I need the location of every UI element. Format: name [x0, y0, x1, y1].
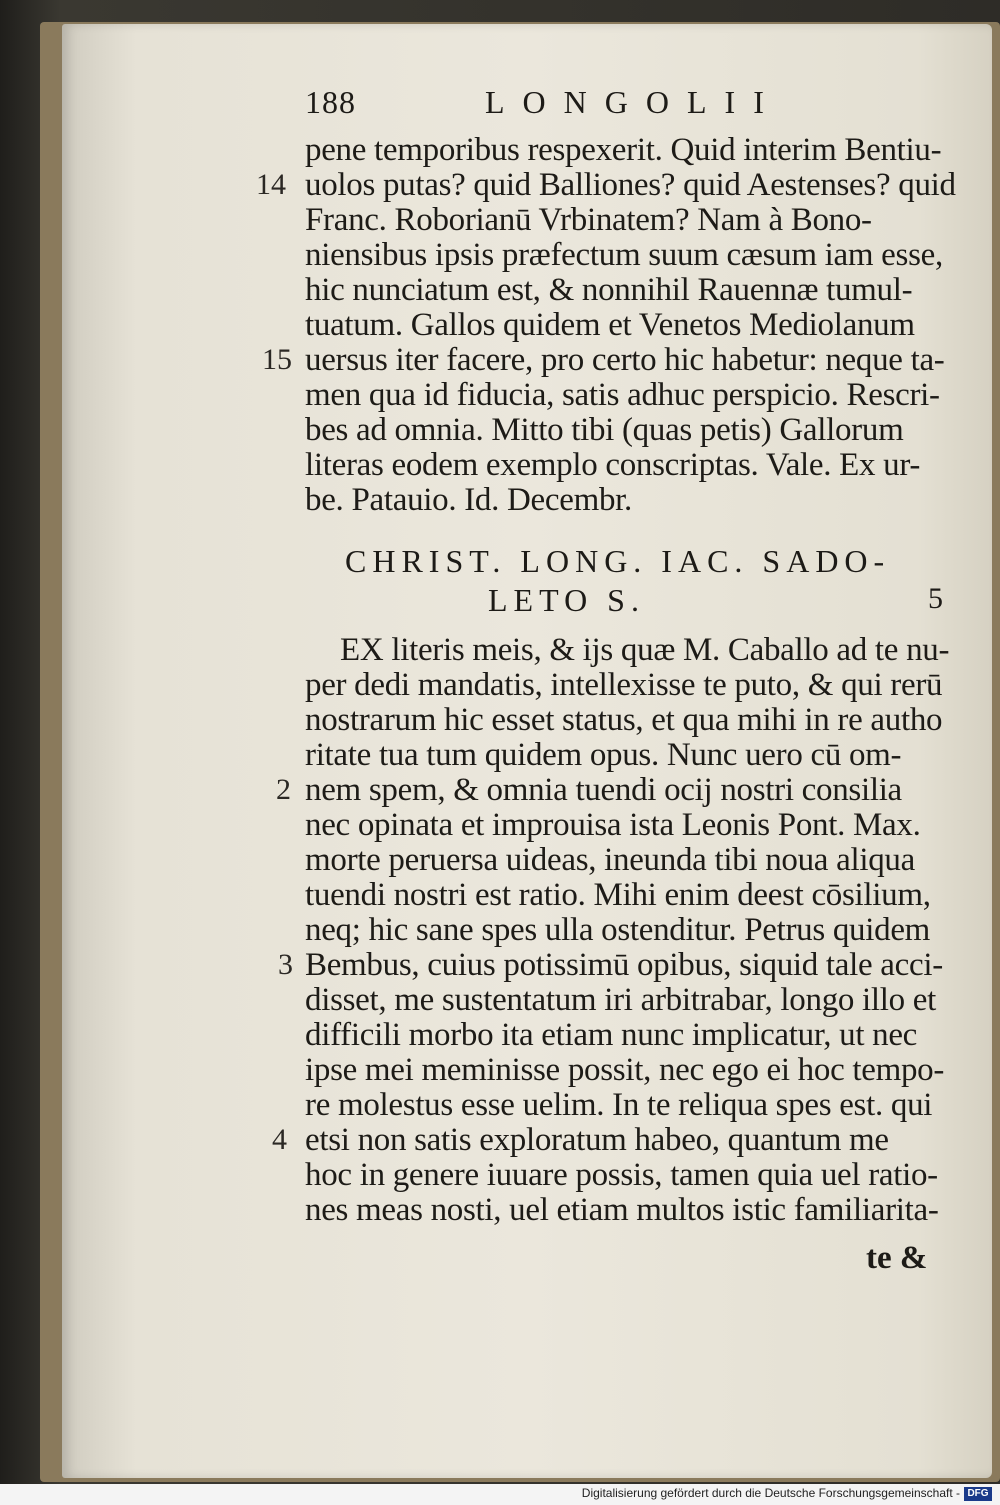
running-head: LONGOLII: [485, 84, 782, 120]
text-line: nec opinata et improuisa ista Leonis Pont. Max.: [305, 807, 921, 843]
margin-number: 2: [276, 773, 291, 806]
text-line: difficili morbo ita etiam nunc implicatur, ut nec: [305, 1017, 918, 1053]
margin-number: 14: [256, 168, 286, 201]
margin-number: 4: [272, 1123, 287, 1156]
margin-number: 3: [278, 948, 293, 981]
text-line: EX literis meis, & ijs quæ M. Caballo ad te nu-: [340, 632, 950, 668]
text-line: men qua id fiducia, satis adhuc perspicio. Rescri-: [305, 377, 940, 413]
text-line: nem spem, & omnia tuendi ocij nostri consilia: [305, 772, 902, 808]
text-line: ipse mei meminisse possit, nec ego ei hoc tempo-: [305, 1052, 945, 1088]
text-line: Bembus, cuius potissimū opibus, siquid tale acci-: [305, 947, 943, 983]
dfg-logo: DFG: [964, 1487, 992, 1501]
text-line: be. Patauio. Id. Decembr.: [305, 482, 632, 518]
text-line: neq; hic sane spes ulla ostenditur. Petrus quidem: [305, 912, 931, 948]
text-line: nostrarum hic esset status, et qua mihi in re autho: [305, 702, 943, 738]
margin-number: 15: [262, 343, 292, 376]
text-line: Franc. Roborianū Vrbinatem? Nam à Bono-: [305, 202, 872, 238]
text-line: hic nunciatum est, & nonnihil Rauennæ tumul-: [305, 272, 913, 308]
text-line: bes ad omnia. Mitto tibi (quas petis) Gallorum: [305, 412, 904, 448]
text-line: uolos putas? quid Balliones? quid Aestenses? quid: [305, 167, 956, 203]
text-line: tuendi nostri est ratio. Mihi enim deest cōsilium,: [305, 877, 931, 913]
footer-bar: [0, 1484, 1000, 1505]
letter-number: 5: [928, 582, 943, 615]
text-line: etsi non satis exploratum habeo, quantum me: [305, 1122, 889, 1158]
text-line: morte peruersa uideas, ineunda tibi noua aliqua: [305, 842, 915, 878]
text-line: literas eodem exemplo conscriptas. Vale. Ex ur-: [305, 447, 921, 483]
text-line: niensibus ipsis præfectum suum cæsum iam esse,: [305, 237, 943, 273]
text-line: uersus iter facere, pro certo hic habetur: neque ta-: [305, 342, 945, 378]
page-header: [305, 84, 945, 124]
text-line: disset, me sustentatum iri arbitrabar, longo illo et: [305, 982, 937, 1018]
text-line: per dedi mandatis, intellexisse te puto, & qui rerū: [305, 667, 943, 703]
text-line: nes meas nosti, uel etiam multos istic familiarita-: [305, 1192, 939, 1228]
catchword: te &: [866, 1240, 928, 1276]
text-line: re molestus esse uelim. In te reliqua spes est. qui: [305, 1087, 933, 1123]
page-number: 188: [305, 84, 356, 120]
footer-credit: Digitalisierung gefördert durch die Deutsche Forschungsgemeinschaft -: [581, 1486, 960, 1500]
text-line: tuatum. Gallos quidem et Venetos Mediolanum: [305, 307, 915, 343]
text-line: pene temporibus respexerit. Quid interim Bentiu-: [305, 132, 942, 168]
letter-heading-line1: CHRIST. LONG. IAC. SADO-: [345, 543, 891, 579]
text-line: hoc in genere iuuare possis, tamen quia uel ratio-: [305, 1157, 938, 1193]
text-line: ritate tua tum quidem opus. Nunc uero cū om-: [305, 737, 902, 773]
letter-heading-line2: LETO S.: [488, 582, 645, 618]
